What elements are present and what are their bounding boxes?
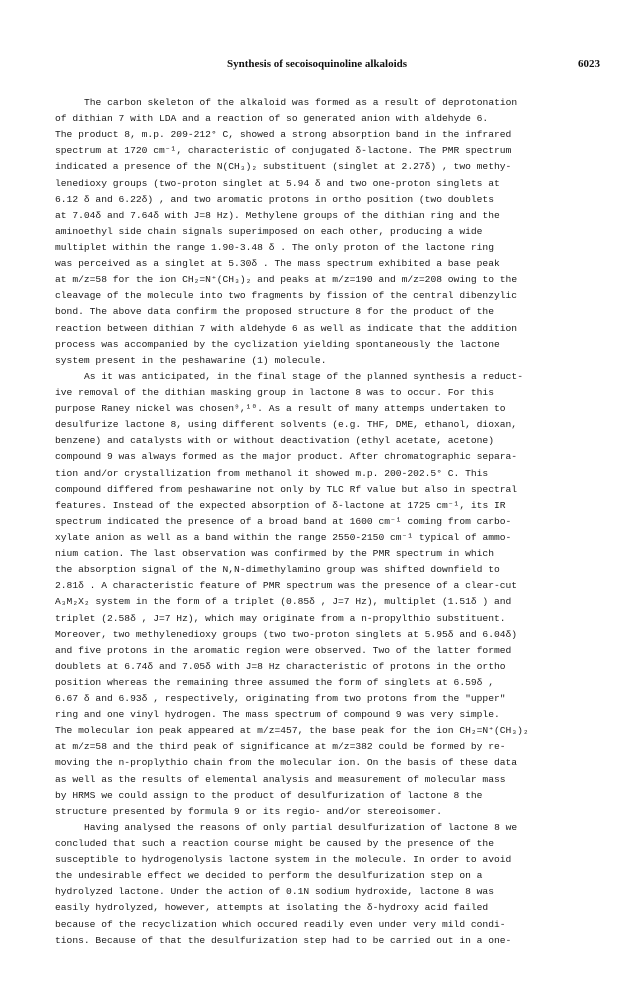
- text-line: the undesirable effect we decided to perform the desulfurization step on a: [55, 870, 483, 882]
- text-line: structure presented by formula 9 or its regio- and/or stereoisomer.: [55, 805, 442, 817]
- text-line: A₃M₂X₂ system in the form of a triplet (0.85δ , J=7 Hz), multiplet (1.51δ ) and: [55, 596, 512, 608]
- text-line: aminoethyl side chain signals superimposed on each other, producing a wide: [55, 225, 483, 237]
- text-line: reaction between dithian 7 with aldehyde 6 as well as indicate that the addition: [55, 322, 518, 334]
- text-line: process was accompanied by the cyclization yielding spontaneously the lactone: [55, 338, 500, 350]
- text-line: moving the n-proplythio chain from the molecular ion. On the basis of these data: [55, 757, 518, 769]
- text-line: was perceived as a singlet at 5.30δ . The mass spectrum exhibited a base peak: [55, 258, 500, 270]
- text-line: indicated a presence of the N(CH₃)₂ substituent (singlet at 2.27δ) , two methy-: [55, 161, 512, 173]
- text-line: doublets at 6.74δ and 7.05δ with J=8 Hz characteristic of protons in the ortho: [55, 660, 506, 672]
- text-line: at 7.04δ and 7.64δ with J=8 Hz). Methylene groups of the dithian ring and the: [55, 209, 500, 221]
- text-line: tion and/or crystallization from methanol it showed m.p. 200-202.5° C. This: [55, 467, 489, 479]
- text-line: Moreover, two methylenedioxy groups (two two-proton singlets at 5.95δ and 6.04δ): [55, 628, 518, 640]
- text-line: by HRMS we could assign to the product of desulfurization of lactone 8 the: [55, 789, 483, 801]
- text-line: the absorption signal of the N,N-dimethylamino group was shifted downfield to: [55, 564, 500, 576]
- text-line: position whereas the remaining three assumed the form of singlets at 6.59δ ,: [55, 676, 494, 688]
- text-line: because of the recyclization which occured readily even under very mild condi-: [55, 918, 506, 930]
- text-line: features. Instead of the expected absorption of δ-lactone at 1725 cm⁻¹, its IR: [55, 499, 506, 511]
- text-line: multiplet within the range 1.90-3.48 δ . The only proton of the lactone ring: [55, 241, 494, 253]
- text-line: compound differed from peshawarine not only by TLC Rf value but also in spectral: [55, 483, 518, 495]
- text-line: As it was anticipated, in the final stage of the planned synthesis a reduct-: [84, 370, 523, 382]
- text-line: susceptible to hydrogenolysis lactone system in the molecule. In order to avoid: [55, 854, 512, 866]
- text-line: 2.81δ . A characteristic feature of PMR spectrum was the presence of a clear-cut: [55, 580, 518, 592]
- text-line: easily hydrolyzed, however, attempts at isolating the δ-hydroxy acid failed: [55, 902, 489, 914]
- text-line: concluded that such a reaction course might be caused by the presence of the: [55, 838, 494, 850]
- page-number: 6023: [578, 58, 600, 70]
- text-line: The product 8, m.p. 209-212° C, showed a strong absorption band in the infrared: [55, 129, 512, 141]
- running-header: [58, 58, 606, 74]
- text-line: and five protons in the aromatic region were observed. Two of the latter formed: [55, 644, 512, 656]
- text-line: as well as the results of elemental analysis and measurement of molecular mass: [55, 773, 506, 785]
- text-line: hydrolyzed lactone. Under the action of 0.1N sodium hydroxide, lactone 8 was: [55, 886, 494, 898]
- text-line: compound 9 was always formed as the major product. After chromatographic separa-: [55, 451, 518, 463]
- text-line: at m/z=58 for the ion CH₂=N⁺(CH₃)₂ and peaks at m/z=190 and m/z=208 owing to the: [55, 274, 518, 286]
- text-line: triplet (2.58δ , J=7 Hz), which may originate from a n-propylthio substituent.: [55, 612, 506, 624]
- text-line: tions. Because of that the desulfurization step had to be carried out in a one-: [55, 934, 512, 946]
- text-line: spectrum at 1720 cm⁻¹, characteristic of conjugated δ-lactone. The PMR spectrum: [55, 145, 512, 157]
- body-text: [55, 95, 607, 949]
- text-line: ive removal of the dithian masking group in lactone 8 was to occur. For this: [55, 386, 494, 398]
- text-line: The carbon skeleton of the alkaloid was formed as a result of deprotonation: [84, 97, 518, 108]
- text-line: of dithian 7 with LDA and a reaction of so generated anion with aldehyde 6.: [55, 113, 489, 125]
- text-line: cleavage of the molecule into two fragments by fission of the central dibenzylic: [55, 290, 518, 302]
- text-line: purpose Raney nickel was chosen⁹,¹⁰. As a result of many attemps undertaken to: [55, 403, 506, 415]
- text-line: The molecular ion peak appeared at m/z=457, the base peak for the ion CH₂=N⁺(CH₃)₂: [55, 725, 529, 737]
- text-line: bond. The above data confirm the proposed structure 8 for the product of the: [55, 306, 494, 318]
- text-line: ring and one vinyl hydrogen. The mass spectrum of compound 9 was very simple.: [55, 709, 500, 721]
- text-line: Having analysed the reasons of only partial desulfurization of lactone 8 we: [84, 821, 518, 833]
- text-line: 6.67 δ and 6.93δ , respectively, originating from two protons from the "upper": [55, 693, 506, 705]
- text-line: 6.12 δ and 6.22δ) , and two aromatic protons in ortho position (two doublets: [55, 193, 494, 205]
- text-line: desulfurize lactone 8, using different solvents (e.g. THF, DME, ethanol, dioxan,: [55, 419, 518, 431]
- text-line: lenedioxy groups (two-proton singlet at 5.94 δ and two one-proton singlets at: [55, 177, 500, 189]
- text-line: xylate anion as well as a band within the range 2550-2150 cm⁻¹ typical of ammo-: [55, 531, 512, 543]
- text-line: spectrum indicated the presence of a broad band at 1600 cm⁻¹ coming from carbo-: [55, 515, 512, 527]
- text-line: benzene) and catalysts with or without deactivation (ethyl acetate, acetone): [55, 435, 494, 447]
- text-line: system present in the peshawarine (1) molecule.: [55, 354, 327, 366]
- running-title: Synthesis of secoisoquinoline alkaloids: [227, 58, 408, 70]
- text-line: at m/z=58 and the third peak of significance at m/z=382 could be formed by re-: [55, 741, 506, 753]
- text-line: nium cation. The last observation was confirmed by the PMR spectrum in which: [55, 548, 494, 560]
